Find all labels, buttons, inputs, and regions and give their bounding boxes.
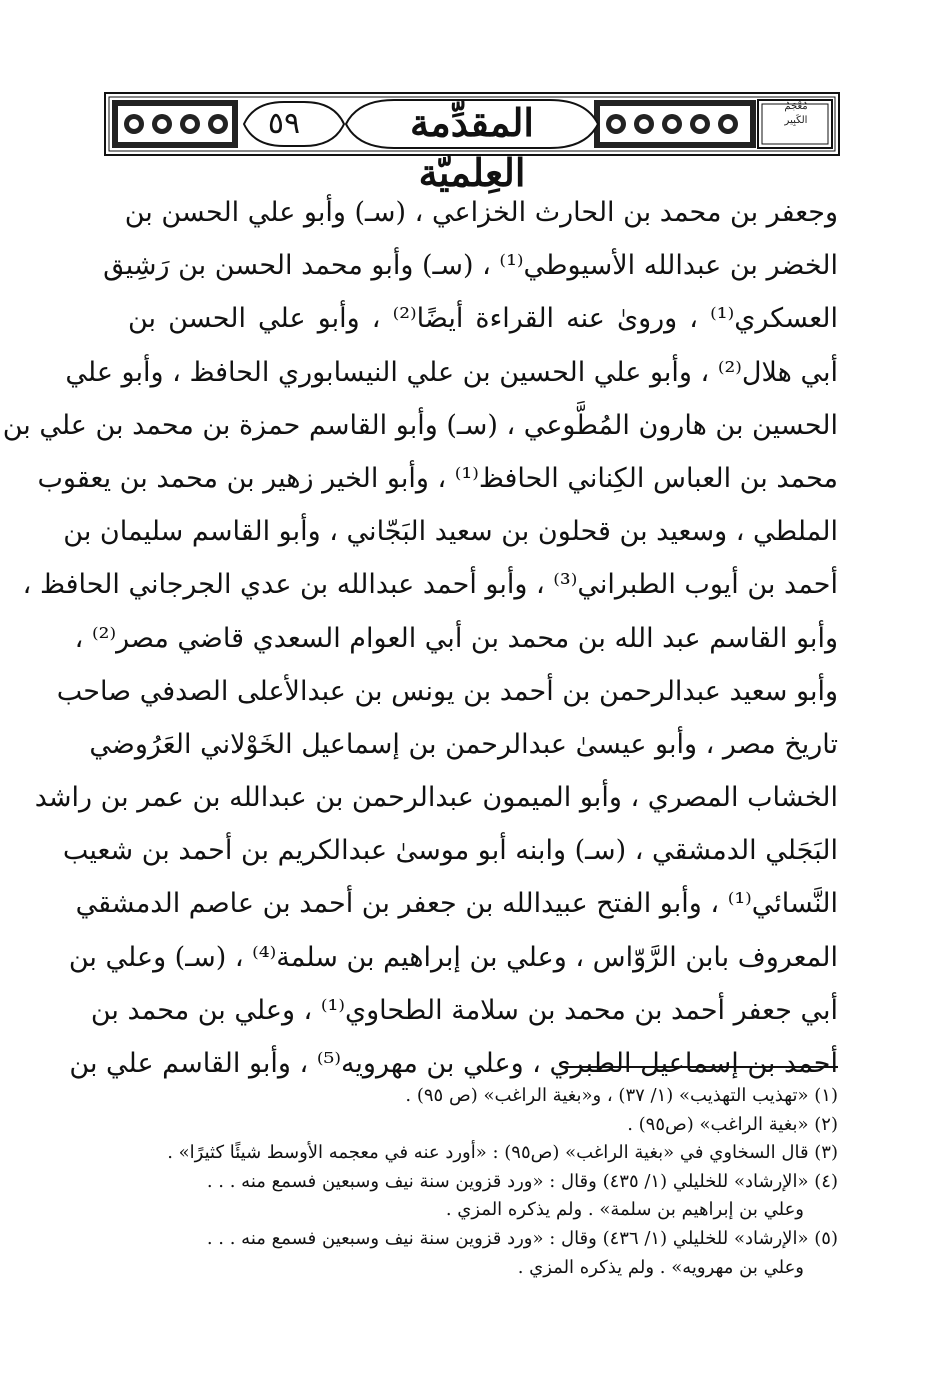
text-line: أحمد بن أيوب الطبراني⁽³⁾ ، وأبو أحمد عبدالله بن عدي الجرجاني الحافظ ، [22,569,838,601]
page-title: المقدِّمة العِلميّة [409,100,534,195]
text-line: أبي جعفر أحمد بن محمد بن سلامة الطحاوي⁽¹⁾ ، وعلي بن محمد بن [90,994,838,1026]
text-line: أحمد بن إسماعيل الطبري ، وعلي بن مهرويه⁽⁵⁾ ، وأبو القاسم علي بن [69,1048,838,1079]
body-text [2,186,838,1090]
footnote: (٣) قال السخاوي في «بغية الراغب» (ص٩٥) : «أورد عنه في معجمه الأوسط شيئًا كثيرًا» . [167,1142,838,1164]
text-line: الخشاب المصري ، وأبو الميمون عبدالرحمن بن عبدالله بن عمر بن راشد [34,782,838,814]
footnote: (٥) «الإرشاد» للخليلي (١/ ٤٣٦) وقال : «ورد قزوين سنة نيف وسبعين فسمع منه . . . [206,1227,838,1249]
footnote-separator [562,1066,838,1068]
page-header [104,92,840,195]
page-number: ٥٩ [267,106,301,141]
footnote: (٤) «الإرشاد» للخليلي (١/ ٤٣٥) وقال : «ورد قزوين سنة نيف وسبعين فسمع منه . . . [206,1170,838,1192]
footnote: (١) «تهذيب التهذيب» (١/ ٣٧) ، و«بغية الراغب» (ص ٩٥) . [405,1085,838,1106]
text-line: الحسين بن هارون المُطَّوعي ، (سـ) وأبو القاسم حمزة بن محمد بن علي بن [2,409,838,441]
footnote-continuation: وعلي بن مهرويه» . ولم يذكره المزي . [517,1256,804,1278]
text-line: وأبو سعيد عبدالرحمن بن أحمد بن يونس بن عبدالأعلى الصدفي صاحب [56,675,838,707]
footnote-continuation: وعلي بن إبراهيم بن سلمة» . ولم يذكره المزي . [445,1199,804,1221]
text-line: وأبو القاسم عبد الله بن محمد بن أبي العوام السعدي قاضي مصر⁽²⁾ ، [74,622,838,654]
text-line: الخضر بن عبدالله الأسيوطي⁽¹⁾ ، (سـ) وأبو محمد الحسن بن رَشِيق [103,250,838,282]
seal-line: مُعْجَمُ [784,101,808,112]
text-line: أبي هلال⁽²⁾ ، وأبو علي الحسين بن علي النيسابوري الحافظ ، وأبو علي [65,356,838,388]
text-line: البَجَلي الدمشقي ، (سـ) وابنه أبو موسىٰ عبدالكريم بن أحمد بن شعيب [62,835,838,867]
seal-line: الكَبِير [784,115,808,126]
text-line: وجعفر بن محمد بن الحارث الخزاعي ، (سـ) وأبو علي الحسن بن [124,197,838,228]
footnote: (٢) «بغية الراغب» (ص٩٥) . [627,1113,838,1135]
text-line: المعروف بابن الرَّوّاس ، وعلي بن إبراهيم بن سلمة⁽⁴⁾ ، (سـ) وعلي بن [68,941,838,973]
text-line: العسكري⁽¹⁾ ، وروىٰ عنه القراءة أيضًا⁽²⁾ ، وأبو علي الحسن بن [128,303,838,335]
footnotes [128,1082,838,1282]
text-line: النَّسائي⁽¹⁾ ، وأبو الفتح عبيدالله بن جعفر بن أحمد بن عاصم الدمشقي [75,888,838,920]
text-line: الملطي ، وسعيد بن قحلون بن سعيد البَجّاني ، وأبو القاسم سليمان بن [63,516,838,548]
text-line: محمد بن العباس الكِناني الحافظ⁽¹⁾ ، وأبو الخير زهير بن محمد بن يعقوب [37,462,838,494]
text-line: تاريخ مصر ، وأبو عيسىٰ عبدالرحمن بن إسماعيل الخَوْلاني العَرُوضي [89,728,838,760]
seal-logo [764,100,828,148]
